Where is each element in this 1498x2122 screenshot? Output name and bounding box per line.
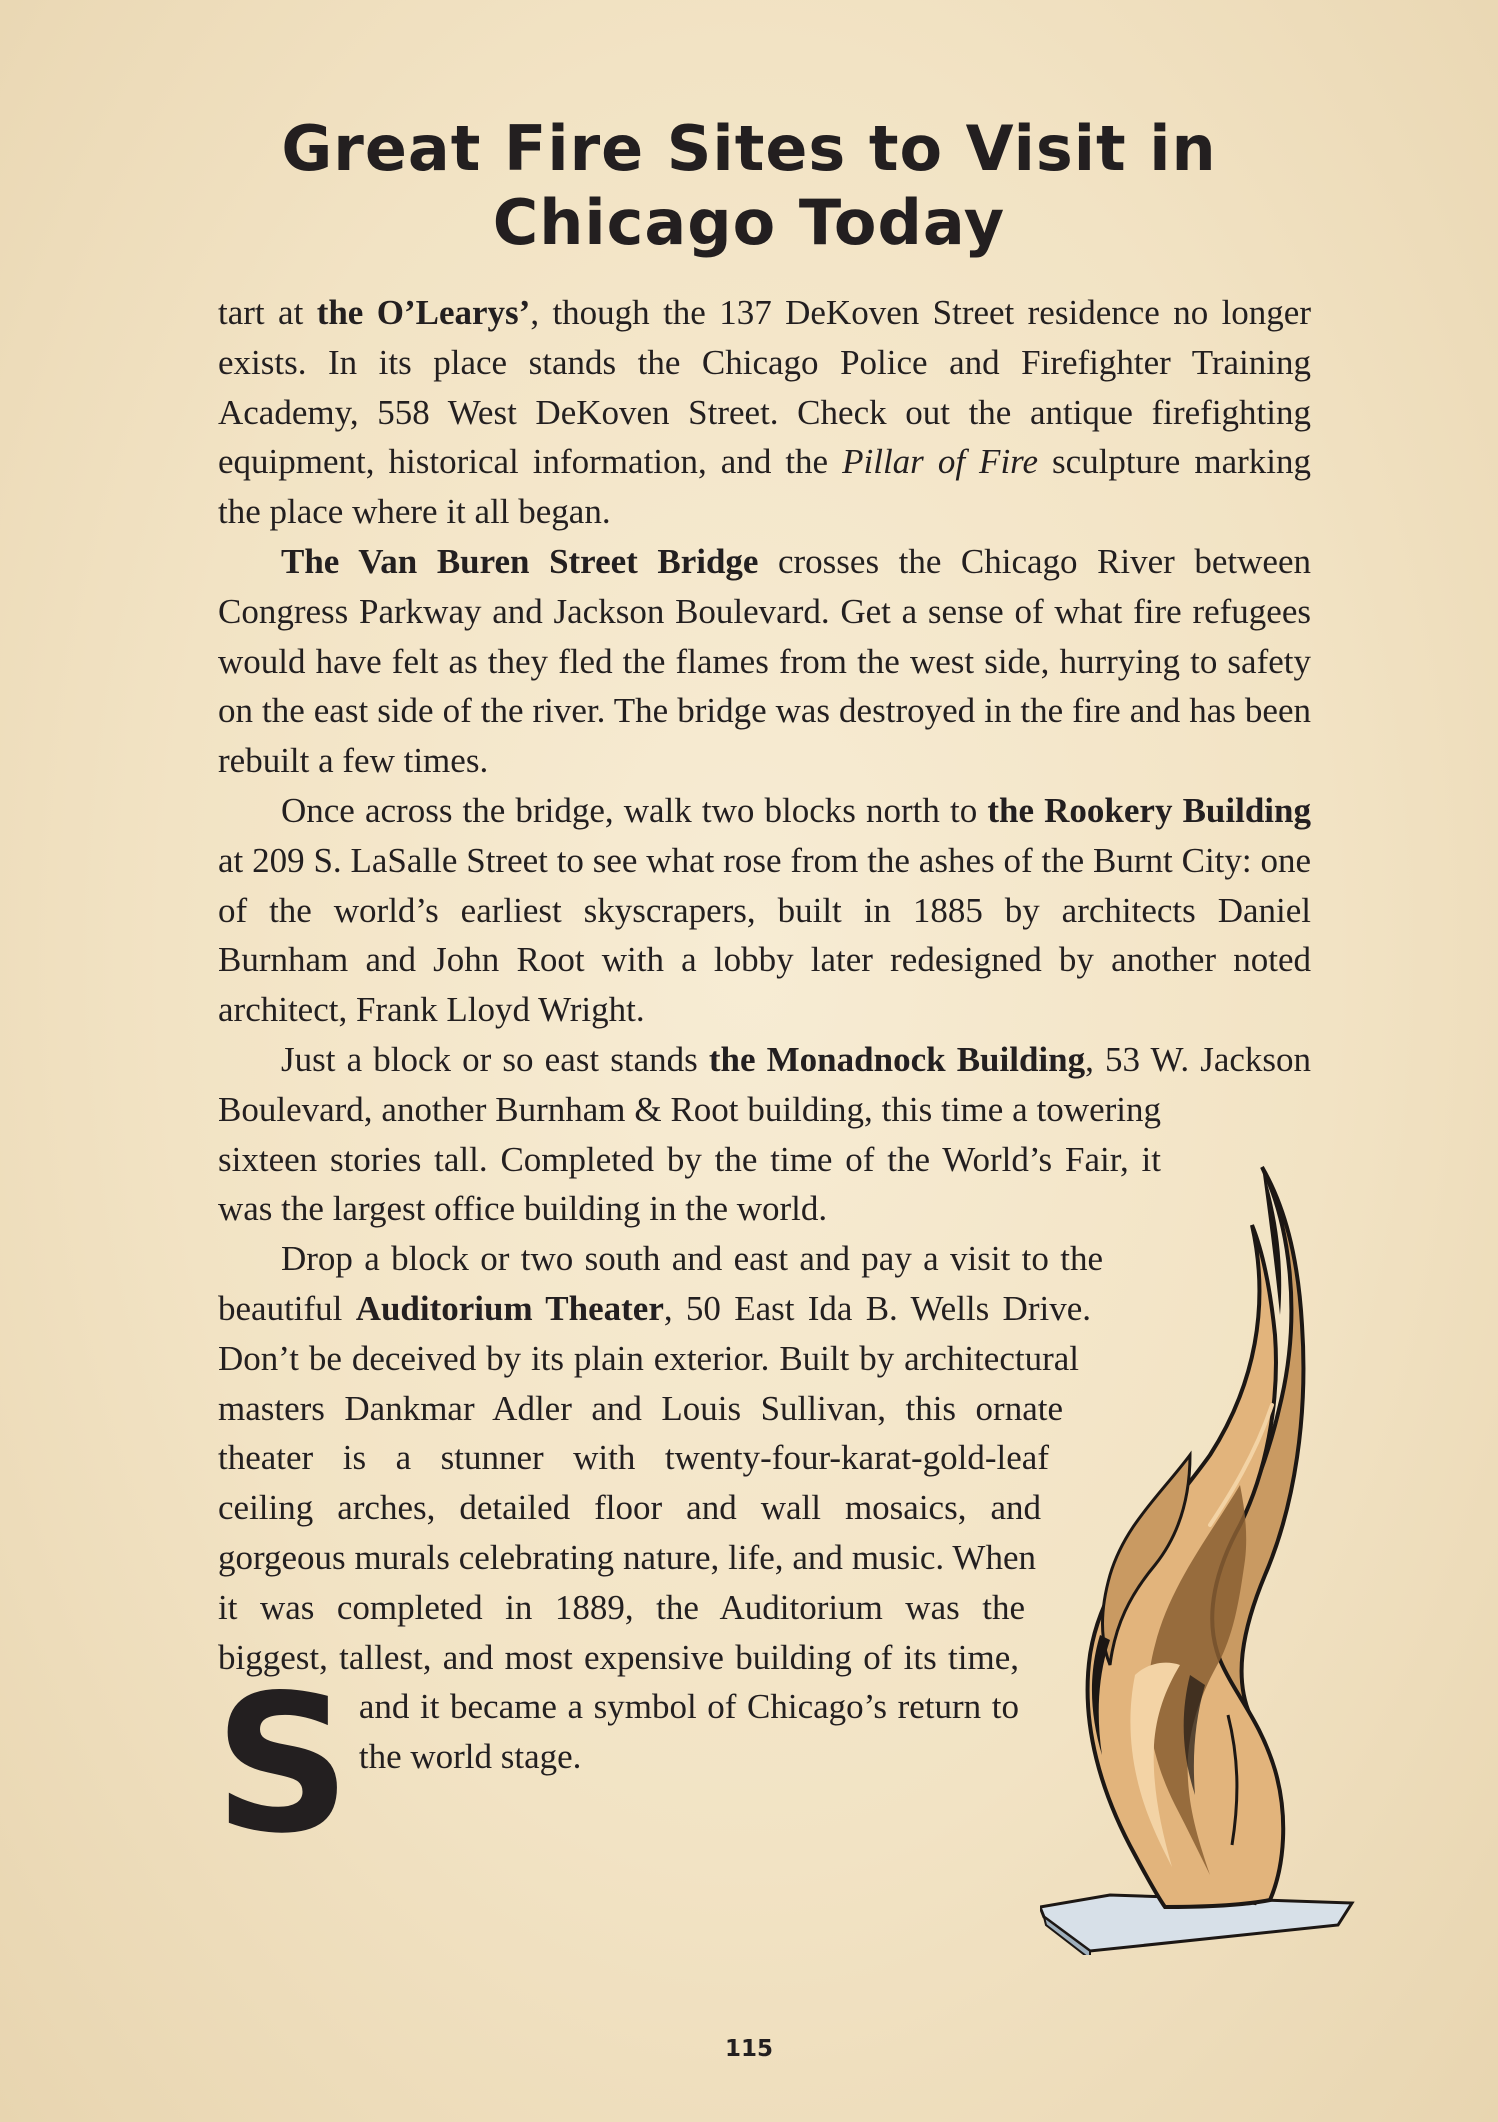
site-name-monadnock: the Monadnock Building <box>708 1039 1086 1079</box>
paragraph-auditorium: Drop a block or two south and east and pay a visit to the beautiful Auditorium Theater, 50 East Ida B. Wells Drive. Don’t be deceived by its plain exterior. Built by architectural masters Dankmar Adler and Louis Sullivan, this ornate theater is a stunner with twenty-four-karat-gold-leaf ceiling arches, detailed floor and wall mosaics, and gorgeous murals celebrating nature, life, and music. When it was completed in 1889, the Auditorium was the biggest, tallest, and most expensive building of its time, and it became a symbol of Chicago’s return to the world stage. <box>218 1239 1103 1777</box>
site-name-auditorium: Auditorium Theater <box>355 1288 664 1328</box>
flame-sculpture-icon <box>1040 1155 1365 1955</box>
paragraph-oleary: S tart at the O’Learys’, though the 137 DeKoven Street residence no longer exists. In its place stands the Chicago Police and Firefighter Training Academy, 558 West DeKoven Street. Check out the antique firefighting equipment, historical information, and the Pillar of Fire sculpture marking the place where it all began. <box>214 293 1312 1875</box>
site-name-van-buren-bridge: The Van Buren Street Bridge <box>281 541 759 581</box>
paragraph-rookery: Once across the bridge, walk two blocks north to the Rookery Building at 209 S. LaSalle Street to see what rose from the ashes of the Burnt City: one of the world’s earliest skyscrapers, built in 1885 by architects Daniel Burnham and John Root with a lobby later redesigned by another noted architect, Frank Lloyd Wright. <box>218 790 1311 1030</box>
page-title: Great Fire Sites to Visit in Chicago Today <box>281 112 1217 259</box>
page-number: 115 <box>724 2036 773 2062</box>
pillar-of-fire-title: Pillar of Fire <box>842 442 1039 482</box>
site-name-rookery: the Rookery Building <box>987 790 1311 830</box>
site-name-oleary: the O’Learys’ <box>316 293 531 332</box>
paragraph-van-buren-bridge: The Van Buren Street Bridge crosses the Chicago River between Congress Parkway and Jackson Boulevard. Get a sense of what fire refugees would have felt as they fled the flames from the west side, hurrying to safety on the east side of the river. The bridge was destroyed in the fire and has been rebuilt a few times. <box>218 541 1311 781</box>
paragraph-monadnock: Just a block or so east stands the Monadnock Building, 53 W. Jackson Boulevard, another Burnham & Root building, this time a towering sixteen stories tall. Completed by the time of the World’s Fair, it was the largest office building in the world. <box>218 1039 1312 1229</box>
drop-cap: S <box>214 1654 351 1875</box>
